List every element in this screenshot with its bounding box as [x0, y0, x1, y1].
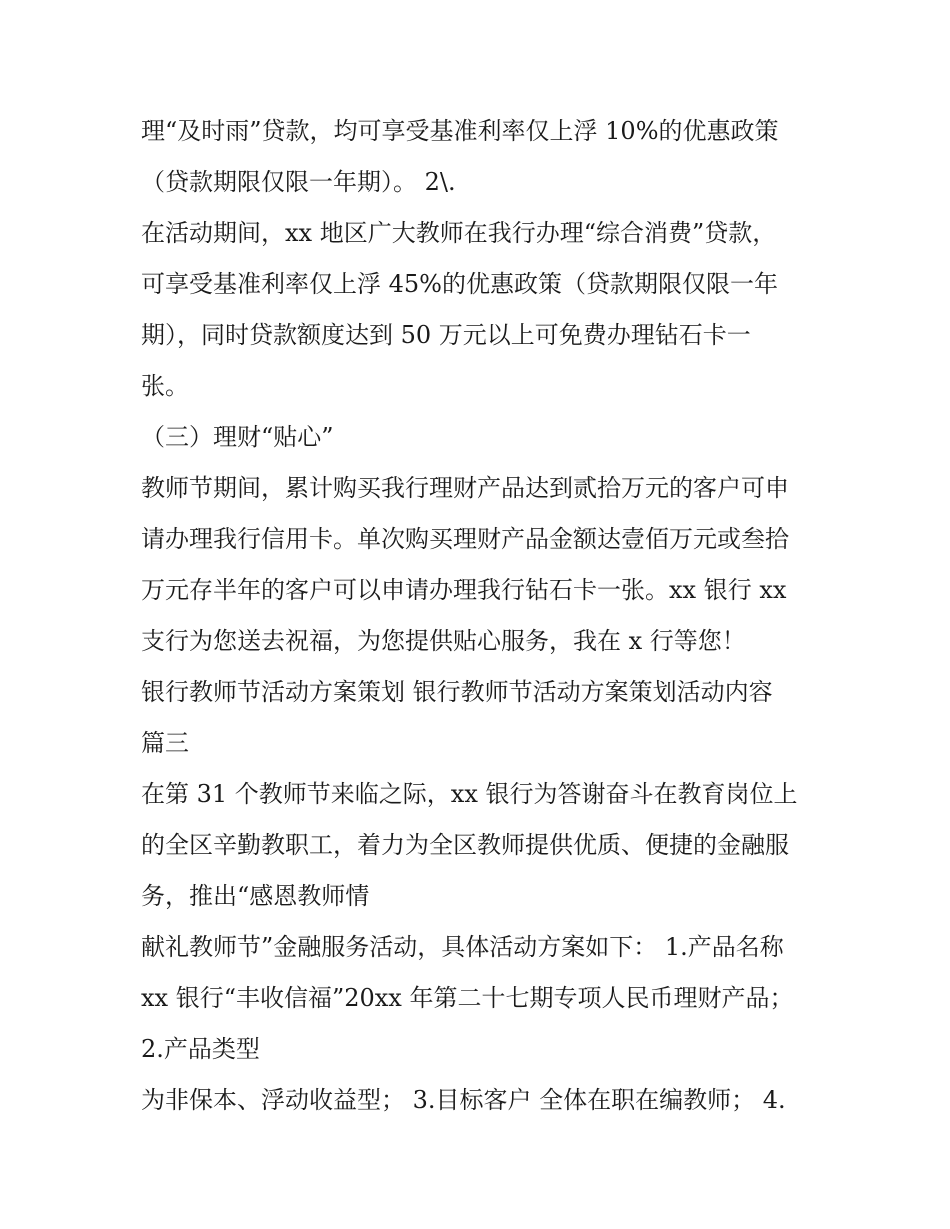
text-line: 支行为您送去祝福，为您提供贴心服务，我在 x 行等您！ [141, 627, 746, 655]
text-line: 为非保本、浮动收益型； 3.目标客户 全体在职在编教师； 4. [141, 1086, 786, 1114]
text-line: 在第 31 个教师节来临之际，xx 银行为答谢奋斗在教育岗位上 [141, 780, 798, 808]
text-line: 2.产品类型 [141, 1035, 260, 1063]
text-line: xx 银行“丰收信福”20xx 年第二十七期专项人民币理财产品； [141, 984, 794, 1012]
text-line: 请办理我行信用卡。单次购买理财产品金额达壹佰万元或叁拾 [141, 525, 789, 553]
text-line: 教师节期间，累计购买我行理财产品达到贰拾万元的客户可申 [141, 474, 789, 502]
text-line: 万元存半年的客户可以申请办理我行钻石卡一张。xx 银行 xx [141, 576, 787, 604]
text-line: 理“及时雨”贷款，均可享受基准利率仅上浮 10%的优惠政策 [141, 117, 779, 145]
text-line: 的全区辛勤教职工，着力为全区教师提供优质、便捷的金融服 [141, 831, 789, 859]
text-line: 务，推出“感恩教师情 [141, 882, 370, 910]
text-line: 期），同时贷款额度达到 50 万元以上可免费办理钻石卡一 [141, 321, 751, 349]
section-heading: （三）理财“贴心” [141, 423, 334, 451]
text-line: （贷款期限仅限一年期）。 2\. [141, 168, 456, 196]
document-body [141, 106, 831, 1126]
text-line: 篇三 [141, 729, 189, 757]
text-line: 献礼教师节”金融服务活动，具体活动方案如下： 1.产品名称 [141, 933, 784, 961]
text-line: 在活动期间，xx 地区广大教师在我行办理“综合消费”贷款， [141, 219, 777, 247]
text-line: 可享受基准利率仅上浮 45%的优惠政策（贷款期限仅限一年 [141, 270, 778, 298]
text-line: 银行教师节活动方案策划 银行教师节活动方案策划活动内容 [141, 678, 773, 706]
text-line: 张。 [141, 372, 189, 400]
